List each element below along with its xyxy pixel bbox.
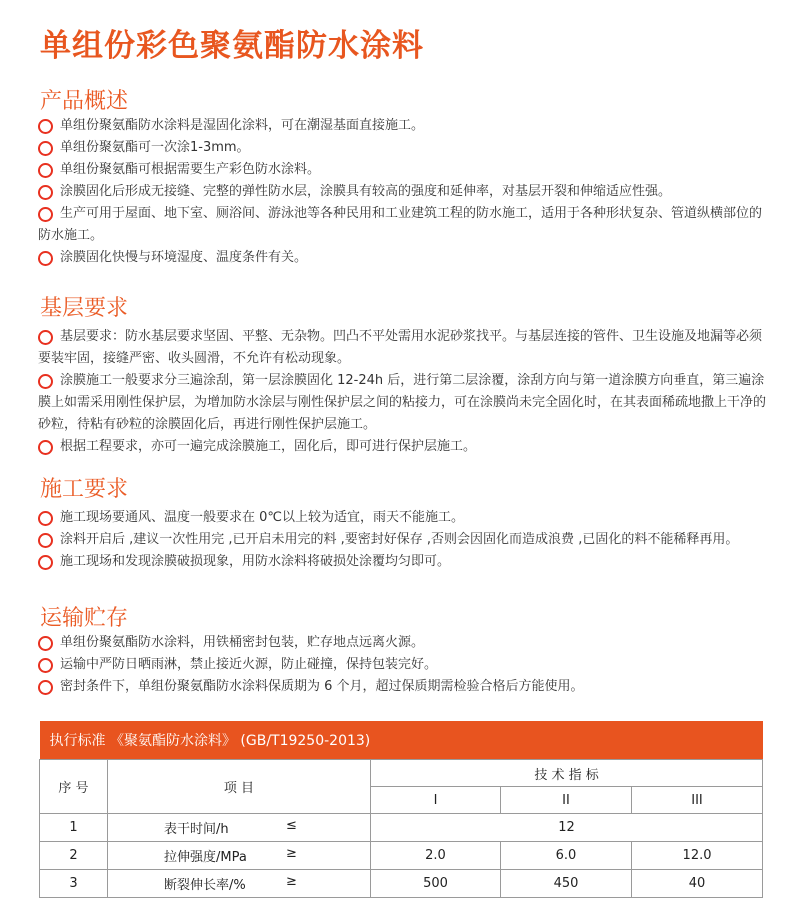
row-operator: ≥ — [286, 846, 297, 861]
list-item — [38, 654, 768, 676]
list-item — [38, 436, 768, 458]
circle-bullet-icon — [38, 533, 53, 548]
row-index: 1 — [40, 814, 108, 842]
list-item-text: 施工现场要通风、温度一般要求在 0℃以上较为适宜，雨天不能施工。 — [60, 510, 465, 525]
table-caption: 执行标准 《聚氨酯防水涂料》 (GB/T19250-2013) — [40, 721, 763, 760]
section-title-construction: 施工要求 — [40, 477, 129, 502]
list-item-text: 生产可用于屋面、地下室、厕浴间、游泳池等各种民用和工业建筑工程的防水施工，适用于各种形状复杂、管道纵横部位的防水施工。 — [38, 206, 763, 243]
circle-bullet-icon — [38, 163, 53, 178]
circle-bullet-icon — [38, 440, 53, 455]
list-item-text: 单组份聚氨酯可一次涂1-3mm。 — [60, 140, 250, 155]
circle-bullet-icon — [38, 680, 53, 695]
list-item — [38, 676, 768, 698]
substrate-list — [38, 326, 768, 458]
section-title-overview: 产品概述 — [40, 89, 129, 114]
circle-bullet-icon — [38, 141, 53, 156]
circle-bullet-icon — [38, 251, 53, 266]
list-item — [38, 181, 768, 203]
circle-bullet-icon — [38, 636, 53, 651]
table-caption-row — [40, 721, 763, 760]
list-item-text: 施工现场和发现涂膜破损现象，用防水涂料将破损处涂覆均匀即可。 — [60, 554, 451, 569]
header-grade-2: II — [501, 787, 632, 814]
row-value-grade-3: 40 — [632, 870, 763, 898]
row-item-name: 断裂伸长率/% — [164, 878, 246, 893]
row-item-name: 拉伸强度/MPa — [164, 850, 247, 865]
list-item-text: 涂膜固化后形成无接缝、完整的弹性防水层，涂膜具有较高的强度和延伸率，对基层开裂和伸缩适应性强。 — [60, 184, 672, 199]
row-value-merged: 12 — [371, 814, 763, 842]
list-item-text: 根据工程要求，亦可一遍完成涂膜施工，固化后，即可进行保护层施工。 — [60, 439, 477, 454]
section-title-substrate: 基层要求 — [40, 296, 129, 321]
list-item — [38, 632, 768, 654]
list-item-text: 涂膜固化快慢与环境湿度、温度条件有关。 — [60, 250, 308, 265]
list-item — [38, 115, 768, 137]
header-grade-1: I — [371, 787, 501, 814]
list-item-text: 基层要求：防水基层要求坚固、平整、无杂物。凹凸不平处需用水泥砂浆找平。与基层连接的管件、卫生设施及地漏等必须要装牢固，接缝严密、收头圆滑，不允许有松动现象。 — [38, 329, 763, 366]
list-item — [38, 247, 768, 269]
circle-bullet-icon — [38, 511, 53, 526]
row-item-cell — [108, 870, 371, 898]
list-item-text: 单组份聚氨酯防水涂料，用铁桶密封包装，贮存地点远离火源。 — [60, 635, 425, 650]
circle-bullet-icon — [38, 207, 53, 222]
page-title: 单组份彩色聚氨酯防水涂料 — [40, 28, 424, 64]
circle-bullet-icon — [38, 185, 53, 200]
row-item-cell — [108, 842, 371, 870]
list-item — [38, 529, 768, 551]
row-item-cell — [108, 814, 371, 842]
row-value-grade-1: 2.0 — [371, 842, 501, 870]
list-item-text: 单组份聚氨酯可根据需要生产彩色防水涂料。 — [60, 162, 321, 177]
list-item — [38, 370, 768, 436]
list-item — [38, 507, 768, 529]
overview-list — [38, 115, 768, 269]
list-item-text: 运输中严防日晒雨淋，禁止接近火源，防止碰撞，保持包装完好。 — [60, 657, 438, 672]
row-operator: ≥ — [286, 874, 297, 889]
row-operator: ≤ — [286, 818, 297, 833]
section-title-transport-storage: 运输贮存 — [40, 606, 129, 631]
table-row — [40, 842, 763, 870]
list-item-text: 密封条件下，单组份聚氨酯防水涂料保质期为 6 个月，超过保质期需检验合格后方能使用。 — [60, 679, 584, 694]
list-item — [38, 159, 768, 181]
list-item — [38, 551, 768, 573]
circle-bullet-icon — [38, 658, 53, 673]
circle-bullet-icon — [38, 119, 53, 134]
list-item — [38, 137, 768, 159]
list-item-text: 涂膜施工一般要求分三遍涂刮，第一层涂膜固化 12-24h 后，进行第二层涂覆，涂刮方向与第一道涂膜方向垂直，第三遍涂膜上如需采用刚性保护层，为增加防水涂层与刚性保护层之间的粘接力，可在涂膜尚未完全固化时，在其表面稀疏地撒上干净的砂粒，待粘有砂粒的涂膜固化后，再进行刚性保护层施工。 — [38, 373, 767, 432]
list-item — [38, 326, 768, 370]
header-index: 序 号 — [40, 760, 108, 814]
row-index: 3 — [40, 870, 108, 898]
row-value-grade-1: 500 — [371, 870, 501, 898]
row-value-grade-2: 450 — [501, 870, 632, 898]
list-item-text: 涂料开启后 ,建议一次性用完 ,已开启未用完的料 ,要密封好保存 ,否则会因固化而造成浪费 ,已固化的料不能稀释再用。 — [60, 532, 739, 547]
row-value-grade-3: 12.0 — [632, 842, 763, 870]
circle-bullet-icon — [38, 555, 53, 570]
header-spec: 技 术 指 标 — [371, 760, 763, 787]
header-grade-3: III — [632, 787, 763, 814]
construction-list — [38, 507, 768, 573]
row-item-name: 表干时间/h — [164, 822, 229, 837]
circle-bullet-icon — [38, 374, 53, 389]
table-row — [40, 870, 763, 898]
circle-bullet-icon — [38, 330, 53, 345]
header-item: 项 目 — [108, 760, 371, 814]
standard-spec-table — [39, 721, 763, 898]
table-row — [40, 814, 763, 842]
table-header-row — [40, 760, 763, 787]
list-item-text: 单组份聚氨酯防水涂料是湿固化涂料，可在潮湿基面直接施工。 — [60, 118, 425, 133]
row-value-grade-2: 6.0 — [501, 842, 632, 870]
list-item — [38, 203, 768, 247]
storage-list — [38, 632, 768, 698]
row-index: 2 — [40, 842, 108, 870]
